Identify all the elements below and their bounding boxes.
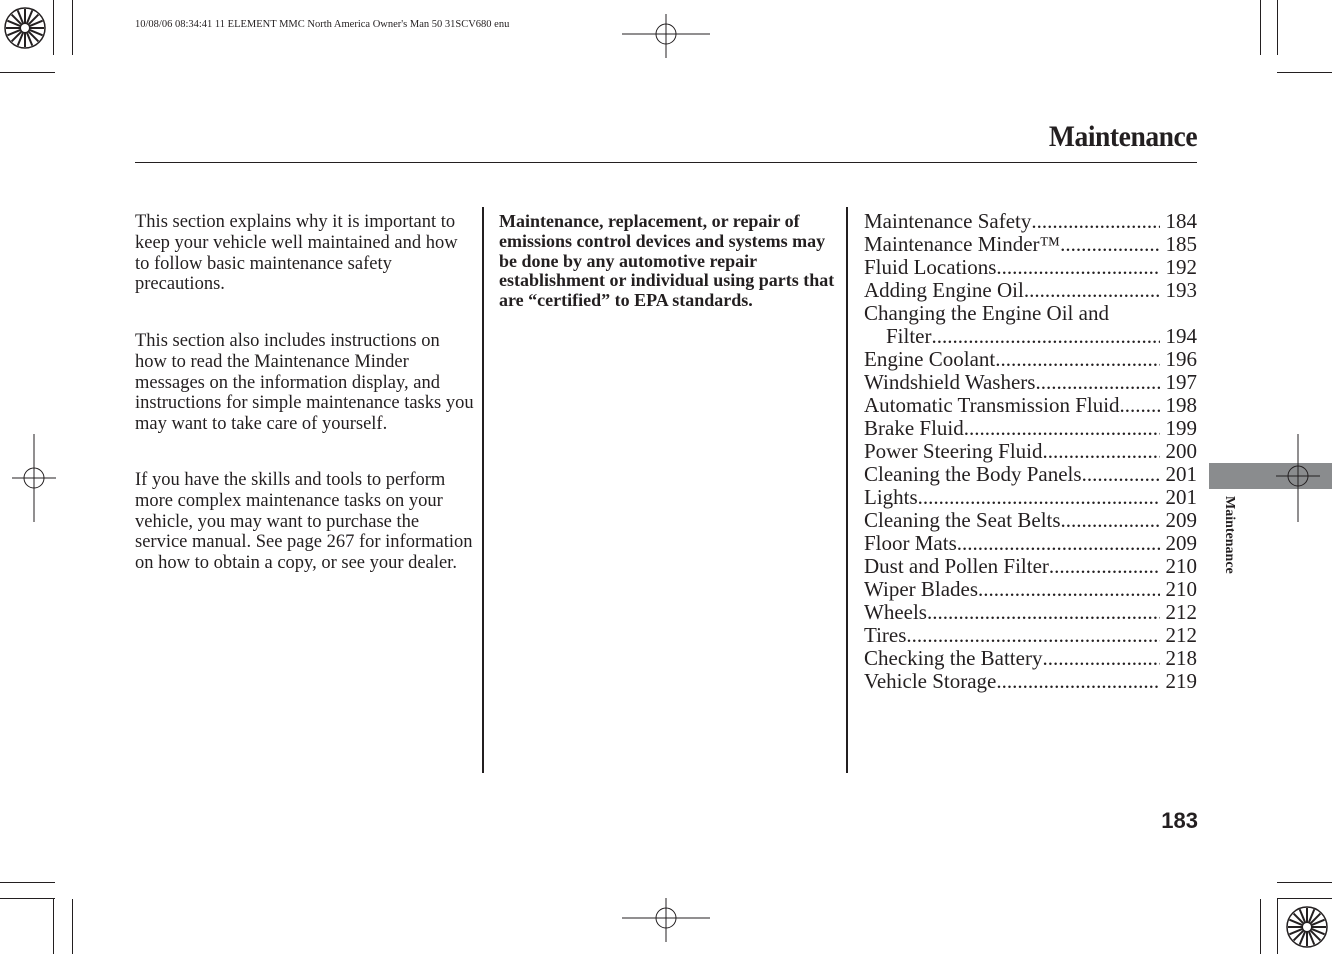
emissions-notice: Maintenance, replacement, or repair of emissions control devices and systems may be done by any automotive repair establishment or individual using parts that are “certified” to EPA standards. xyxy=(499,211,835,311)
toc-entry[interactable]: Cleaning the Body Panels ..... 201 xyxy=(864,463,1197,486)
column-divider xyxy=(846,207,848,773)
toc-entry[interactable]: Checking the Battery ..... 218 xyxy=(864,647,1197,670)
print-header: 10/08/06 08:34:41 11 ELEMENT MMC North America Owner's Man 50 31SCV680 enu xyxy=(135,19,510,30)
title-rule xyxy=(135,162,1197,163)
page-title: Maintenance xyxy=(1048,120,1197,153)
crosshair-mark-top xyxy=(622,14,710,58)
toc-entry-label: Changing the Engine Oil and xyxy=(864,301,1109,325)
intro-paragraph-1: This section explains why it is important to keep your vehicle well maintained and how to follow basic maintenance safety precautions. xyxy=(135,212,458,295)
toc-entry[interactable]: Windshield Washers ..... 197 xyxy=(864,371,1197,394)
intro-paragraph-2: This section also includes instructions on how to read the Maintenance Minder messages on the information display, and instructions for simple maintenance tasks you may want to take care of yourself. xyxy=(135,331,474,435)
toc-entry[interactable]: Fluid Locations ..... 192 xyxy=(864,256,1197,279)
toc-entry[interactable]: Adding Engine Oil ..... 193 xyxy=(864,279,1197,302)
toc-entry[interactable]: Wheels ..... 212 xyxy=(864,601,1197,624)
toc-entry[interactable]: Lights ..... 201 xyxy=(864,486,1197,509)
toc-entry[interactable]: Cleaning the Seat Belts ..... 209 xyxy=(864,509,1197,532)
column-divider xyxy=(482,207,484,773)
crosshair-mark-bottom xyxy=(622,898,710,942)
toc-entry[interactable]: Dust and Pollen Filter ..... 210 xyxy=(864,555,1197,578)
toc-entry[interactable]: Automatic Transmission Fluid ..... 198 xyxy=(864,394,1197,417)
section-side-label: Maintenance xyxy=(1222,496,1237,574)
intro-paragraph-3: If you have the skills and tools to perform more complex maintenance tasks on your vehicle, you may want to purchase the service manual. See page 267 for information on how to obtain a copy, or see your dealer. xyxy=(135,470,473,574)
toc-entry[interactable]: Power Steering Fluid ..... 200 xyxy=(864,440,1197,463)
toc-entry[interactable]: Vehicle Storage ..... 219 xyxy=(864,670,1197,693)
toc-entry[interactable]: Wiper Blades ..... 210 xyxy=(864,578,1197,601)
toc-entry[interactable]: Floor Mats ..... 209 xyxy=(864,532,1197,555)
starburst-mark-bottom-right xyxy=(1286,906,1328,948)
toc-entry[interactable]: Brake Fluid ..... 199 xyxy=(864,417,1197,440)
toc-entry[interactable]: Maintenance Safety ..... 184 xyxy=(864,210,1197,233)
starburst-mark-top-left xyxy=(4,7,46,49)
page-number: 183 xyxy=(1161,808,1198,833)
crosshair-mark-right xyxy=(1276,434,1320,522)
toc-entry[interactable]: Tires ..... 212 xyxy=(864,624,1197,647)
toc-entry[interactable]: Changing the Engine Oil and Filter ..... 194 xyxy=(864,302,1197,348)
crosshair-mark-left xyxy=(12,434,56,522)
toc-entry[interactable]: Engine Coolant ..... 196 xyxy=(864,348,1197,371)
toc-entry[interactable]: Maintenance Minder™ ..... 185 xyxy=(864,233,1197,256)
section-contents xyxy=(864,210,1197,693)
